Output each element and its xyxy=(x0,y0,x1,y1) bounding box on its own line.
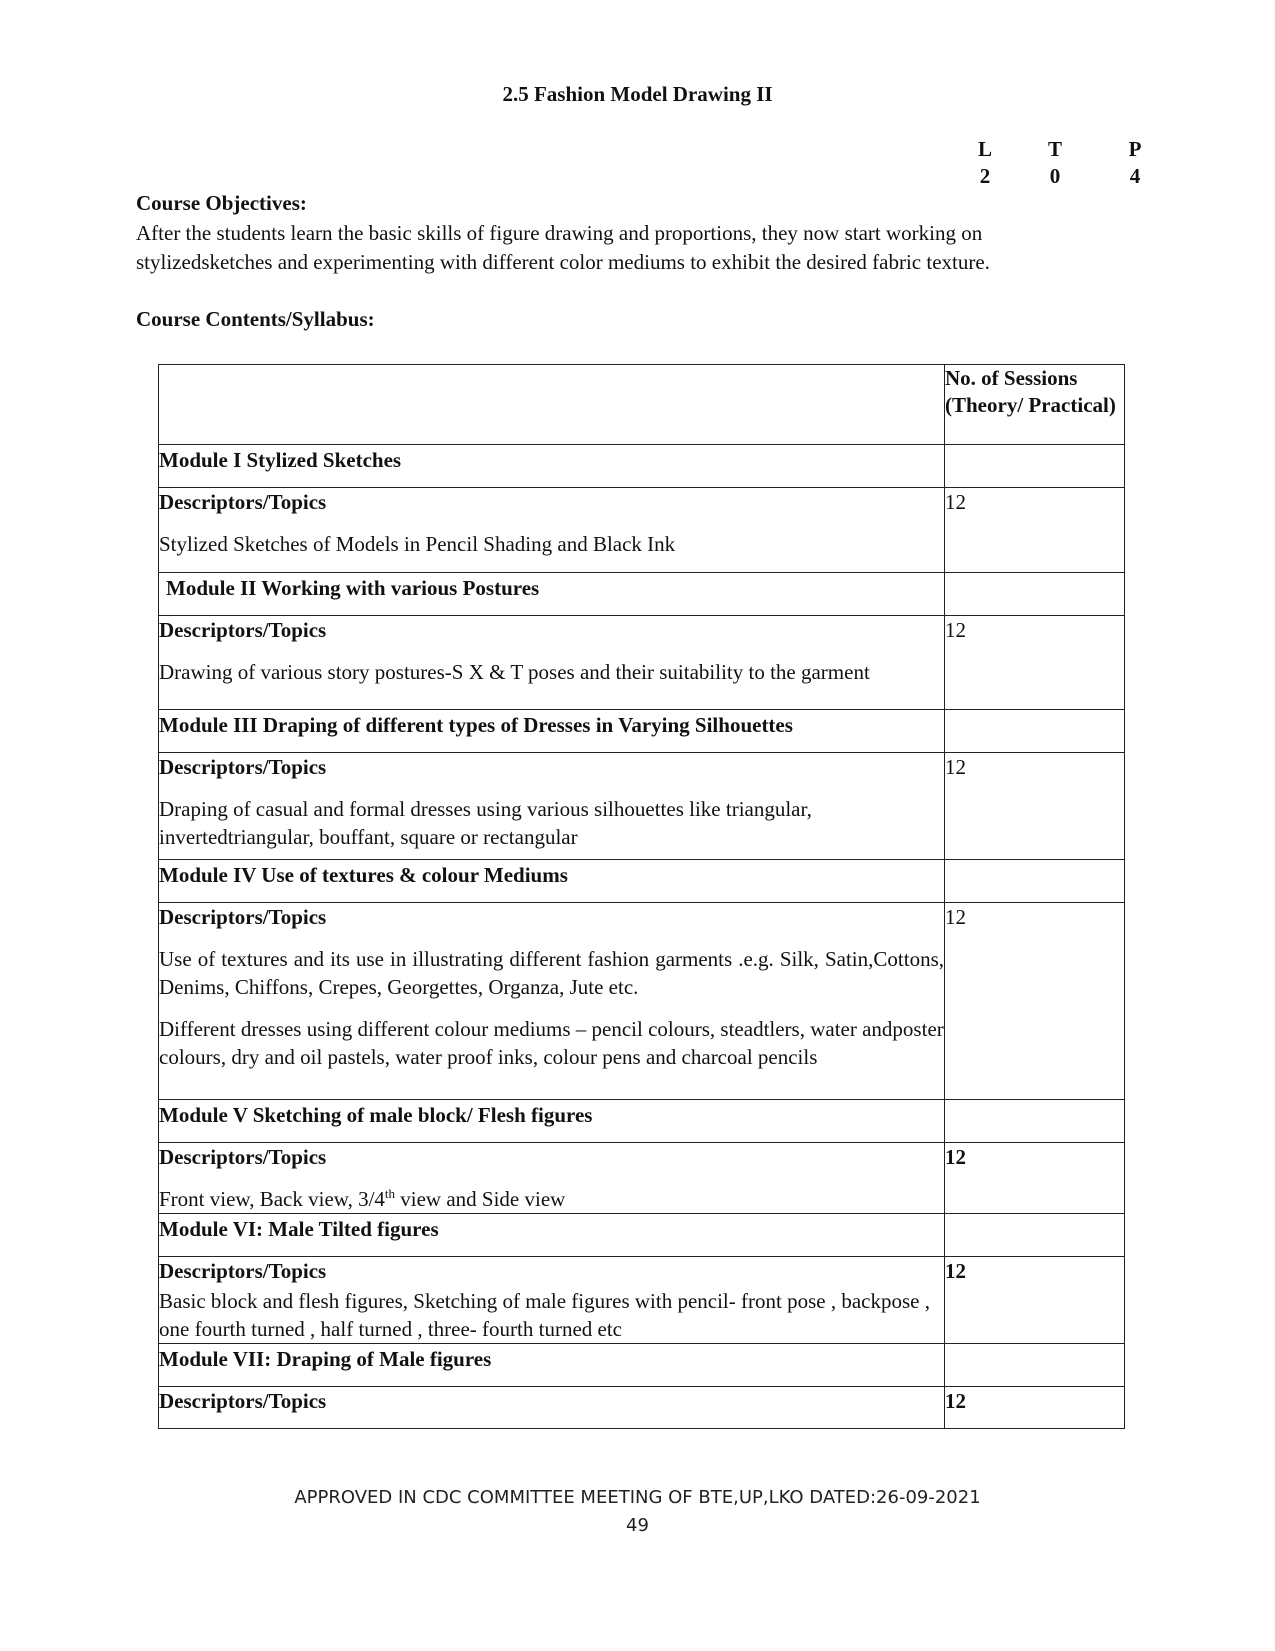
page-number: 49 xyxy=(626,1515,649,1536)
header-empty-cell xyxy=(159,365,945,445)
session-count: 12 xyxy=(945,1143,1125,1214)
descriptor-label: Descriptors/Topics xyxy=(159,755,327,779)
approval-footer: APPROVED IN CDC COMMITTEE MEETING OF BTE,UP,LKO DATED:26-09-2021 xyxy=(294,1487,981,1508)
ltp-labels xyxy=(970,136,1160,163)
session-count: 12 xyxy=(945,903,1125,1100)
module-title: Module II Working with various Postures xyxy=(159,573,945,616)
descriptor-row xyxy=(159,753,1125,860)
session-count: 12 xyxy=(945,616,1125,710)
descriptor-label: Descriptors/Topics xyxy=(159,1145,327,1169)
module-title: Module III Draping of different types of Dresses in Varying Silhouettes xyxy=(159,710,945,753)
ltp-values xyxy=(970,163,1160,190)
descriptor-label: Descriptors/Topics xyxy=(159,490,327,514)
ltp-value-l: 2 xyxy=(979,164,991,188)
module-row xyxy=(159,860,1125,903)
module-title: Module VI: Male Tilted figures xyxy=(159,1214,945,1257)
objectives-heading: Course Objectives: xyxy=(136,191,307,215)
module-row xyxy=(159,1100,1125,1143)
topic-text: Different dresses using different colour mediums – pencil colours, steadtlers, water andposter colours, dry and oil pastels, water proof inks, colour pens and charcoal pencils xyxy=(159,1017,944,1069)
topic-text: Use of textures and its use in illustrating different fashion garments .e.g. Silk, Satin,Cottons, Denims, Chiffons, Crepes, Georgettes, Organza, Jute etc. xyxy=(159,947,944,999)
module-title: Module IV Use of textures & colour Mediums xyxy=(159,860,945,903)
descriptor-row xyxy=(159,488,1125,573)
module-row xyxy=(159,1344,1125,1387)
syllabus-heading: Course Contents/Syllabus: xyxy=(136,307,375,331)
session-count: 12 xyxy=(945,1257,1125,1344)
descriptor-row xyxy=(159,616,1125,710)
module-row xyxy=(159,1214,1125,1257)
session-count: 12 xyxy=(945,488,1125,573)
ltp-label-l: L xyxy=(977,137,992,161)
ltp-block xyxy=(970,136,1160,190)
syllabus-table xyxy=(158,364,1125,1429)
objectives-text: After the students learn the basic skills of figure drawing and proportions, they now start working on stylizedsketches and experimenting with different color mediums to exhibit the desired fabric texture. xyxy=(136,221,990,274)
module-row xyxy=(159,573,1125,616)
ltp-value-p: 4 xyxy=(1129,164,1141,188)
descriptor-label: Descriptors/Topics xyxy=(159,1389,327,1413)
ltp-label-t: T xyxy=(1047,137,1062,161)
descriptor-row xyxy=(159,1143,1125,1214)
descriptor-row xyxy=(159,1387,1125,1429)
session-count: 12 xyxy=(945,753,1125,860)
module-title: Module V Sketching of male block/ Flesh figures xyxy=(159,1100,945,1143)
topic-text: Front view, Back view, 3/4th view and Side view xyxy=(159,1186,566,1211)
ltp-label-p: P xyxy=(1128,137,1142,161)
topic-text: Basic block and flesh figures, Sketching of male figures with pencil- front pose , backpose , one fourth turned , half turned , three- fourth turned etc xyxy=(159,1289,930,1341)
descriptor-row xyxy=(159,1257,1125,1344)
descriptor-label: Descriptors/Topics xyxy=(159,618,327,642)
module-row xyxy=(159,710,1125,753)
descriptor-row xyxy=(159,903,1125,1100)
module-title: Module I Stylized Sketches xyxy=(159,445,945,488)
sessions-header: No. of Sessions (Theory/ Practical) xyxy=(945,365,1125,445)
topic-text: Draping of casual and formal dresses using various silhouettes like triangular, invertedtriangular, bouffant, square or rectangular xyxy=(159,797,812,849)
topic-text: Drawing of various story postures-S X & T poses and their suitability to the garment xyxy=(159,660,870,684)
module-title: Module VII: Draping of Male figures xyxy=(159,1344,945,1387)
session-count: 12 xyxy=(945,1387,1125,1429)
module-row xyxy=(159,445,1125,488)
ltp-value-t: 0 xyxy=(1049,164,1061,188)
table-header-row xyxy=(159,365,1125,445)
topic-text: Stylized Sketches of Models in Pencil Shading and Black Ink xyxy=(159,532,676,556)
descriptor-label: Descriptors/Topics xyxy=(159,1259,327,1283)
document-title: 2.5 Fashion Model Drawing II xyxy=(502,82,773,106)
descriptor-label: Descriptors/Topics xyxy=(159,905,327,929)
